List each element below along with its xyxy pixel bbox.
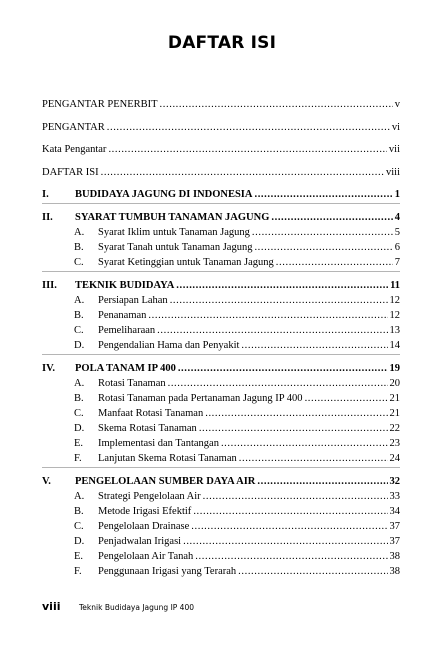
toc-entry-page: 37 [389,536,400,547]
toc-entry-title: Persiapan Lahan [98,295,168,306]
toc-dot-leader [170,294,388,308]
toc-section-row [42,241,400,255]
toc-section-row [42,309,400,323]
toc-entry-page: 22 [389,423,400,434]
toc-entry-number: D. [74,536,85,547]
toc-entry-page: v [394,99,400,110]
toc-dot-leader [193,505,387,519]
toc-entry-title: Penggunaan Irigasi yang Terarah [98,566,237,577]
toc-entry-number: E. [74,551,84,562]
toc-entry-page: 13 [389,325,400,336]
toc-entry-number: C. [74,325,84,336]
toc-entry-number: D. [74,423,85,434]
toc-entry-number: I. [42,189,49,200]
toc-section-row [42,256,400,270]
toc-dot-leader [238,565,387,579]
toc-chapter-row [42,166,400,180]
toc-entry-number: A. [74,491,85,502]
toc-entry-title: Syarat Ketinggian untuk Tanaman Jagung [98,257,274,268]
toc-entry-page: 32 [389,476,400,487]
toc-chapter-row [42,121,400,135]
section-divider [42,354,400,355]
toc-entry-page: 1 [394,189,400,200]
toc-dot-leader [254,188,392,202]
page-footer [42,600,194,614]
toc-entry-number: F. [74,566,82,577]
toc-dot-leader [239,452,388,466]
toc-chapter-row [42,188,400,202]
toc-section-row [42,452,400,466]
toc-section-row [42,339,400,353]
toc-entry-page: 24 [389,453,400,464]
toc-entry-number: C. [74,408,84,419]
toc-entry-title: PENGELOLAAN SUMBER DAYA AIR [75,476,256,487]
toc-entry-title: BUDIDAYA JAGUNG DI INDONESIA [75,189,253,200]
toc-entry-number: A. [74,378,85,389]
toc-entry-title: DAFTAR ISI [42,167,99,178]
toc-dot-leader [271,211,392,225]
toc-section-row [42,490,400,504]
toc-dot-leader [176,279,388,293]
toc-section-row [42,437,400,451]
toc-entry-page: 11 [390,280,400,291]
footer-page-number: viii [42,600,61,613]
toc-section-row [42,422,400,436]
toc-entry-title: Pemeliharaan [98,325,156,336]
toc-chapter-row [42,211,400,225]
toc-dot-leader [157,324,387,338]
toc-entry-title: Lanjutan Skema Rotasi Tanaman [98,453,237,464]
toc-entry-title: Pengelolaan Drainase [98,521,190,532]
toc-entry-page: 38 [389,566,400,577]
toc-entry-title: Penanaman [98,310,147,321]
toc-dot-leader [107,121,390,135]
toc-dot-leader [199,422,388,436]
toc-entry-title: TEKNIK BUDIDAYA [75,280,175,291]
toc-dot-leader [191,520,387,534]
toc-entry-title: PENGANTAR [42,122,105,133]
toc-entry-title: Rotasi Tanaman pada Pertanaman Jagung IP 400 [98,393,303,404]
toc-section-row [42,226,400,240]
page-title: DAFTAR ISI [167,33,277,53]
toc-section-row [42,407,400,421]
toc-dot-leader [101,166,384,180]
toc-entry-page: 5 [394,227,400,238]
toc-section-row [42,565,400,579]
toc-entry-title: Metode Irigasi Efektif [98,506,192,517]
toc-entry-page: 19 [389,363,400,374]
toc-dot-leader [252,226,393,240]
toc-entry-number: V. [42,476,51,487]
toc-dot-leader [195,550,387,564]
toc-section-row [42,377,400,391]
toc-section-row [42,550,400,564]
toc-dot-leader [203,490,388,504]
toc-entry-number: A. [74,227,85,238]
toc-dot-leader [148,309,387,323]
toc-entry-page: 14 [389,340,400,351]
toc-entry-title: SYARAT TUMBUH TANAMAN JAGUNG [75,212,270,223]
toc-entry-title: Syarat Tanah untuk Tanaman Jagung [98,242,253,253]
toc-entry-page: 21 [389,408,400,419]
toc-entry-page: viii [385,167,400,178]
toc-entry-page: 21 [389,393,400,404]
toc-entry-title: POLA TANAM IP 400 [75,363,176,374]
toc-chapter-row [42,98,400,112]
toc-entry-page: 38 [389,551,400,562]
toc-entry-page: 7 [394,257,400,268]
toc-entry-page: 6 [394,242,400,253]
toc-entry-page: vii [388,144,400,155]
toc-entry-number: B. [74,393,84,404]
toc-dot-leader [183,535,387,549]
toc-section-row [42,535,400,549]
toc-entry-title: PENGANTAR PENERBIT [42,99,158,110]
toc-entry-number: II. [42,212,53,223]
toc-section-row [42,505,400,519]
toc-entry-title: Strategi Pengelolaan Air [98,491,201,502]
toc-entry-page: 34 [389,506,400,517]
toc-entry-number: A. [74,295,85,306]
toc-entry-number: C. [74,521,84,532]
toc-dot-leader [254,241,392,255]
toc-section-row [42,324,400,338]
toc-dot-leader [305,392,388,406]
toc-entry-number: B. [74,310,84,321]
toc-entry-page: 12 [389,310,400,321]
toc-entry-title: Pengelolaan Air Tanah [98,551,194,562]
toc-entry-number: B. [74,506,84,517]
toc-entry-title: Implementasi dan Tantangan [98,438,219,449]
toc-dot-leader [205,407,387,421]
toc-chapter-row [42,475,400,489]
toc-entry-number: IV. [42,363,55,374]
section-divider [42,271,400,272]
toc-entry-page: 33 [389,491,400,502]
toc-entry-number: E. [74,438,84,449]
toc-entry-title: Pengendalian Hama dan Penyakit [98,340,240,351]
toc-dot-leader [276,256,393,270]
toc-entry-page: 37 [389,521,400,532]
toc-section-row [42,392,400,406]
toc-entry-number: D. [74,340,85,351]
toc-entry-title: Rotasi Tanaman [98,378,166,389]
toc-entry-title: Skema Rotasi Tanaman [98,423,197,434]
section-divider [42,203,400,204]
toc-dot-leader [257,475,387,489]
toc-entry-number: C. [74,257,84,268]
toc-entry-number: III. [42,280,57,291]
toc-entry-title: Penjadwalan Irigasi [98,536,182,547]
toc-dot-leader [221,437,388,451]
footer-book-title: Teknik Budidaya Jagung IP 400 [79,603,195,612]
toc-entry-title: Syarat Iklim untuk Tanaman Jagung [98,227,250,238]
toc-dot-leader [160,98,393,112]
section-divider [42,467,400,468]
toc-dot-leader [241,339,387,353]
toc-entry-number: F. [74,453,82,464]
toc-section-row [42,294,400,308]
toc-chapter-row [42,362,400,376]
toc-entry-title: Manfaat Rotasi Tanaman [98,408,204,419]
toc-dot-leader [108,143,386,157]
toc-entry-page: 20 [389,378,400,389]
toc-entry-page: 23 [389,438,400,449]
toc-entry-page: vi [391,122,400,133]
toc-entry-number: B. [74,242,84,253]
toc-entry-page: 12 [389,295,400,306]
toc-section-row [42,520,400,534]
toc-dot-leader [168,377,388,391]
toc-chapter-row [42,279,400,293]
toc-entry-title: Kata Pengantar [42,144,107,155]
toc-dot-leader [178,362,388,376]
toc-chapter-row [42,143,400,157]
toc-entry-page: 4 [394,212,400,223]
